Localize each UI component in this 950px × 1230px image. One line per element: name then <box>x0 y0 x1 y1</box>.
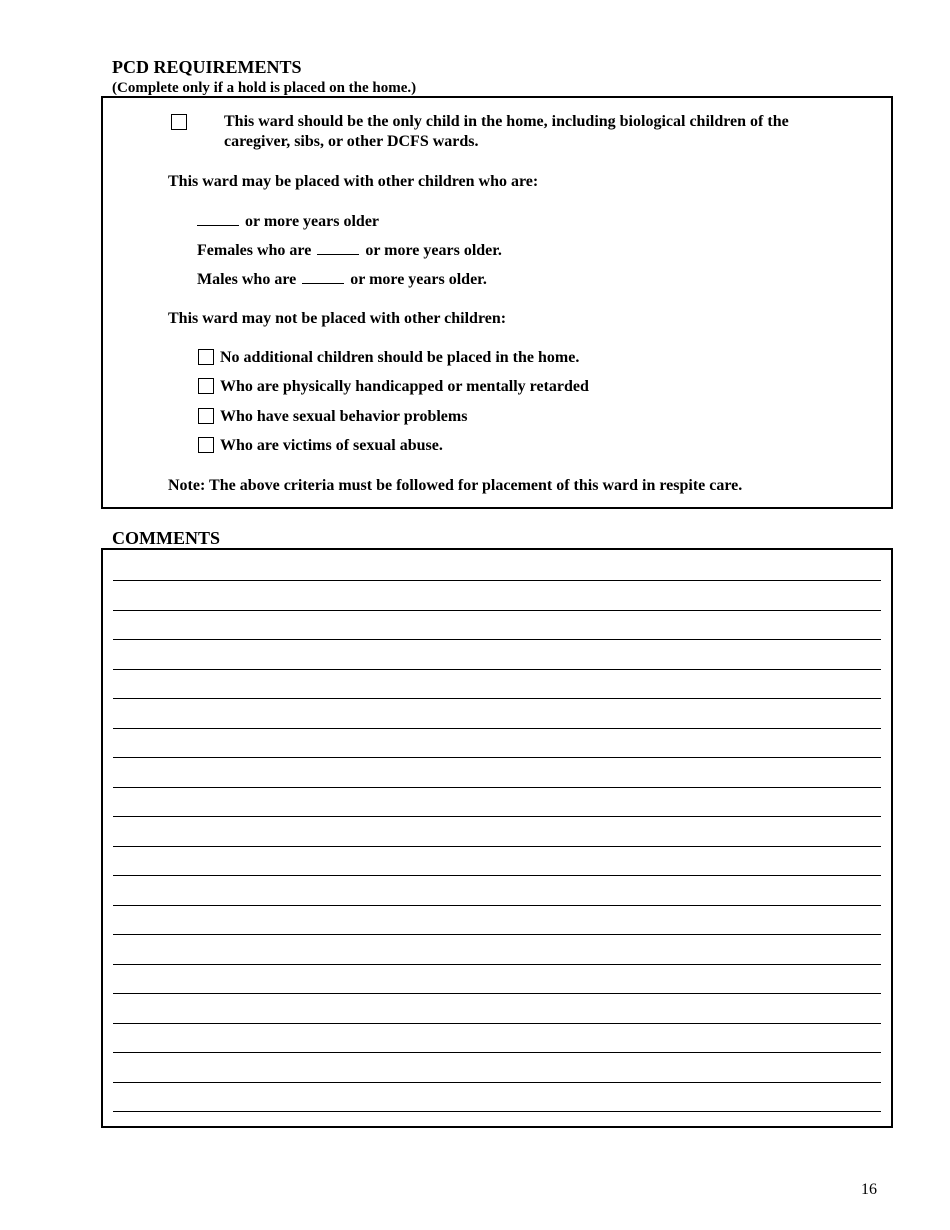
only-child-checkbox[interactable] <box>171 114 187 130</box>
option-label-no-additional: No additional children should be placed in the home. <box>220 349 580 366</box>
option-checkbox-sexual-behavior[interactable] <box>198 408 214 424</box>
comment-line <box>113 757 881 758</box>
option-label-handicapped: Who are physically handicapped or mentally retarded <box>220 378 589 395</box>
comment-line <box>113 580 881 581</box>
comment-line <box>113 846 881 847</box>
page-number: 16 <box>861 1181 877 1198</box>
comment-line <box>113 905 881 906</box>
comment-line <box>113 934 881 935</box>
comments-title: COMMENTS <box>112 528 220 548</box>
option-checkbox-victims[interactable] <box>198 437 214 453</box>
comment-line <box>113 993 881 994</box>
females-row <box>197 240 502 261</box>
comment-line <box>113 728 881 729</box>
males-suffix: or more years older. <box>350 271 487 288</box>
females-prefix: Females who are <box>197 242 312 259</box>
pcd-title: PCD REQUIREMENTS <box>112 57 302 77</box>
option-label-sexual-behavior: Who have sexual behavior problems <box>220 408 468 425</box>
comment-line <box>113 1082 881 1083</box>
males-years-blank[interactable] <box>302 269 344 284</box>
males-row <box>197 269 487 290</box>
older-years-blank[interactable] <box>197 211 239 226</box>
comment-line <box>113 669 881 670</box>
comment-line <box>113 1052 881 1053</box>
only-child-text-line1: This ward should be the only child in the home, including biological children of the <box>224 113 789 130</box>
not-placed-heading: This ward may not be placed with other children: <box>168 310 507 327</box>
older-suffix: or more years older <box>245 213 380 230</box>
option-checkbox-handicapped[interactable] <box>198 378 214 394</box>
comment-line <box>113 875 881 876</box>
option-label-victims: Who are victims of sexual abuse. <box>220 437 443 454</box>
placed-with-heading: This ward may be placed with other children who are: <box>168 173 539 190</box>
comment-line <box>113 610 881 611</box>
comment-line <box>113 1023 881 1024</box>
comment-line <box>113 787 881 788</box>
comment-line <box>113 639 881 640</box>
respite-note: Note: The above criteria must be followed for placement of this ward in respite care. <box>168 477 743 494</box>
pcd-subtitle: (Complete only if a hold is placed on the home.) <box>112 80 417 96</box>
comment-line <box>113 816 881 817</box>
males-prefix: Males who are <box>197 271 297 288</box>
pcd-requirements-box <box>101 96 893 509</box>
option-checkbox-no-additional[interactable] <box>198 349 214 365</box>
females-years-blank[interactable] <box>317 240 359 255</box>
comment-line <box>113 698 881 699</box>
comment-line <box>113 1111 881 1112</box>
comments-box[interactable] <box>101 548 893 1128</box>
only-child-text-line2: caregiver, sibs, or other DCFS wards. <box>224 133 479 150</box>
females-suffix: or more years older. <box>365 242 502 259</box>
older-row <box>197 211 379 232</box>
comment-line <box>113 964 881 965</box>
